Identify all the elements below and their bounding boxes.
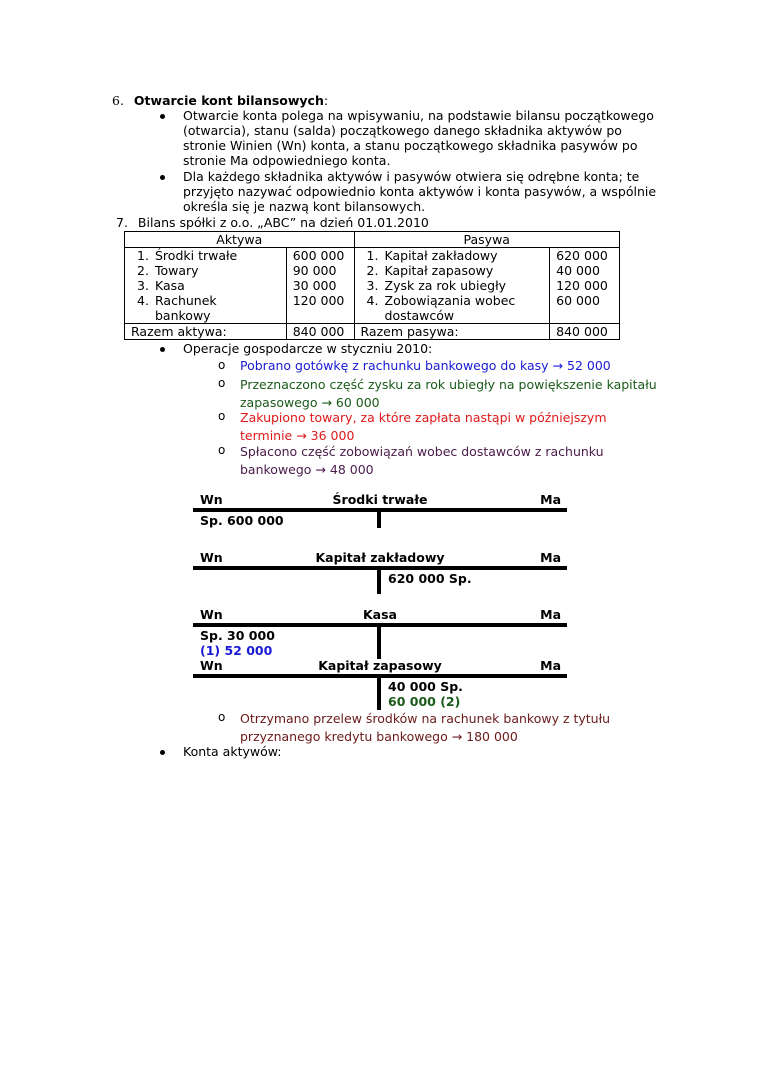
- item-value: 120 000: [292, 293, 345, 308]
- konta-aktywow-label: Konta aktywów:: [183, 744, 282, 759]
- ma-label: Ma: [540, 607, 561, 622]
- item-value: 120 000: [556, 278, 608, 293]
- section-6-heading: [112, 93, 328, 108]
- item-label: Kapitał zakładowy: [384, 248, 498, 263]
- entry: Sp. 600 000: [200, 513, 284, 528]
- operation-1: [240, 358, 611, 373]
- bullet-2-line: Dla każdego składnika aktywów i pasywów otwiera się odrębne konta; te: [183, 169, 640, 184]
- entry: 620 000 Sp.: [388, 571, 472, 586]
- operation-line: przyznanego kredytu bankowego → 180 000: [240, 729, 518, 744]
- item-label: Kasa: [155, 278, 185, 293]
- operation-line: zapasowego → 60 000: [240, 395, 380, 410]
- item-number: 3.: [137, 278, 149, 293]
- t-account-kapital-zapasowy: [193, 658, 567, 710]
- bullet-icon: [160, 347, 165, 352]
- item-label: bankowy: [155, 308, 211, 323]
- item-label: Kapitał zapasowy: [384, 263, 494, 278]
- section-6-colon: :: [323, 93, 329, 108]
- item-label: Towary: [155, 263, 199, 278]
- entry: (1) 52 000: [200, 643, 273, 658]
- section-6-bullet-2: [183, 169, 656, 214]
- item-number: 4.: [137, 293, 149, 308]
- item-label: dostawców: [384, 308, 455, 323]
- operation-line: Otrzymano przelew środków na rachunek bankowy z tytułu: [240, 711, 611, 726]
- t-account-divider: [377, 678, 381, 710]
- bullet-2-line: określa się je nazwą kont bilansowych.: [183, 199, 426, 214]
- section-7-number: 7.: [116, 215, 128, 230]
- item-number: 3.: [366, 278, 379, 293]
- wn-label: Wn: [200, 607, 223, 622]
- circle-bullet-icon: o: [218, 358, 226, 372]
- t-account-srodki-trwale: [193, 492, 567, 537]
- debit-side: [200, 513, 284, 528]
- account-title: Środki trwałe: [332, 492, 428, 507]
- item-number: 4.: [366, 293, 379, 308]
- entry: 40 000 Sp.: [388, 679, 463, 694]
- account-title: Kapitał zapasowy: [318, 658, 442, 673]
- aktywa-item: [131, 248, 286, 263]
- item-number: 1.: [366, 248, 379, 263]
- operation-5: [240, 710, 610, 746]
- wn-label: Wn: [200, 492, 223, 507]
- aktywa-item: [131, 263, 286, 278]
- operation-line: bankowego → 48 000: [240, 462, 374, 477]
- circle-bullet-icon: o: [218, 443, 226, 457]
- operation-3: [240, 409, 607, 445]
- pasywa-header: Pasywa: [354, 232, 619, 248]
- circle-bullet-icon: o: [218, 710, 226, 724]
- section-6-number: 6.: [112, 93, 124, 108]
- section-7-heading: [116, 215, 429, 230]
- item-value: 40 000: [556, 263, 600, 278]
- bullet-icon: [160, 750, 165, 755]
- item-label: Rachunek: [155, 293, 217, 308]
- operation-2: [240, 376, 657, 412]
- bullet-icon: [160, 175, 165, 180]
- aktywa-total-label: Razem aktywa:: [125, 324, 287, 340]
- bullet-icon: [160, 114, 165, 119]
- circle-bullet-icon: o: [218, 376, 226, 390]
- pasywa-item: [361, 293, 550, 323]
- section-6-bullet-1: [183, 108, 654, 168]
- operation-4: [240, 443, 604, 479]
- credit-side: [388, 571, 472, 586]
- entry: Sp. 30 000: [200, 628, 275, 643]
- account-title: Kasa: [363, 607, 397, 622]
- operation-line: Pobrano gotówkę z rachunku bankowego do kasy → 52 000: [240, 358, 611, 373]
- debit-side: [200, 628, 275, 658]
- item-value: 30 000: [292, 278, 337, 293]
- wn-label: Wn: [200, 658, 223, 673]
- operation-line: terminie → 36 000: [240, 428, 355, 443]
- item-number: 2.: [366, 263, 379, 278]
- operations-intro: Operacje gospodarcze w styczniu 2010:: [183, 341, 433, 356]
- bullet-1-line: stronie Winien (Wn) konta, a stanu początkowego składnika pasywów po: [183, 138, 638, 153]
- bullet-1-line: Otwarcie konta polega na wpisywaniu, na podstawie bilansu początkowego: [183, 108, 654, 123]
- ma-label: Ma: [540, 492, 561, 507]
- pasywa-list: [354, 248, 550, 324]
- operation-line: Spłacono część zobowiązań wobec dostawców z rachunku: [240, 444, 604, 459]
- aktywa-header: Aktywa: [125, 232, 355, 248]
- pasywa-total-label: Razem pasywa:: [354, 324, 550, 340]
- item-label: Zobowiązania wobec: [384, 293, 516, 308]
- section-6-title: Otwarcie kont bilansowych: [133, 93, 324, 108]
- t-account-kasa: [193, 607, 567, 659]
- item-label: Zysk za rok ubiegły: [384, 278, 507, 293]
- bullet-2-line: przyjęto nazywać odpowiednio konta aktywów i konta pasywów, a wspólnie: [183, 184, 657, 199]
- item-value: 90 000: [292, 263, 337, 278]
- pasywa-item: [361, 278, 550, 293]
- aktywa-values: [286, 248, 354, 324]
- wn-label: Wn: [200, 550, 223, 565]
- operation-line: Przeznaczono część zysku za rok ubiegły na powiększenie kapitału: [240, 377, 657, 392]
- balance-sheet-table: [124, 231, 620, 340]
- circle-bullet-icon: o: [218, 409, 226, 423]
- item-label: Środki trwałe: [155, 248, 238, 263]
- item-value: 60 000: [556, 293, 600, 308]
- t-account-divider: [377, 627, 381, 659]
- credit-side: [388, 679, 463, 709]
- entry: 60 000 (2): [388, 694, 461, 709]
- ma-label: Ma: [540, 658, 561, 673]
- t-account-kapital-zakladowy: [193, 550, 567, 595]
- t-account-divider: [377, 512, 381, 528]
- ma-label: Ma: [540, 550, 561, 565]
- pasywa-item: [361, 248, 550, 263]
- aktywa-list: [125, 248, 287, 324]
- aktywa-item: [131, 293, 286, 323]
- item-number: 2.: [137, 263, 149, 278]
- aktywa-total: 840 000: [286, 324, 354, 340]
- aktywa-item: [131, 278, 286, 293]
- bullet-1-line: stronie Ma odpowiedniego konta.: [183, 153, 391, 168]
- operation-line: Zakupiono towary, za które zapłata nastąpi w późniejszym: [240, 410, 607, 425]
- item-value: 620 000: [556, 248, 608, 263]
- account-title: Kapitał zakładowy: [315, 550, 445, 565]
- item-number: 1.: [137, 248, 149, 263]
- pasywa-values: [550, 248, 620, 324]
- item-value: 600 000: [292, 248, 345, 263]
- pasywa-total: 840 000: [550, 324, 620, 340]
- section-7-title: Bilans spółki z o.o. „ABC” na dzień 01.01.2010: [137, 215, 429, 230]
- pasywa-item: [361, 263, 550, 278]
- bullet-1-line: (otwarcia), stanu (salda) początkowego danego składnika aktywów po: [183, 123, 622, 138]
- t-account-divider: [377, 570, 381, 594]
